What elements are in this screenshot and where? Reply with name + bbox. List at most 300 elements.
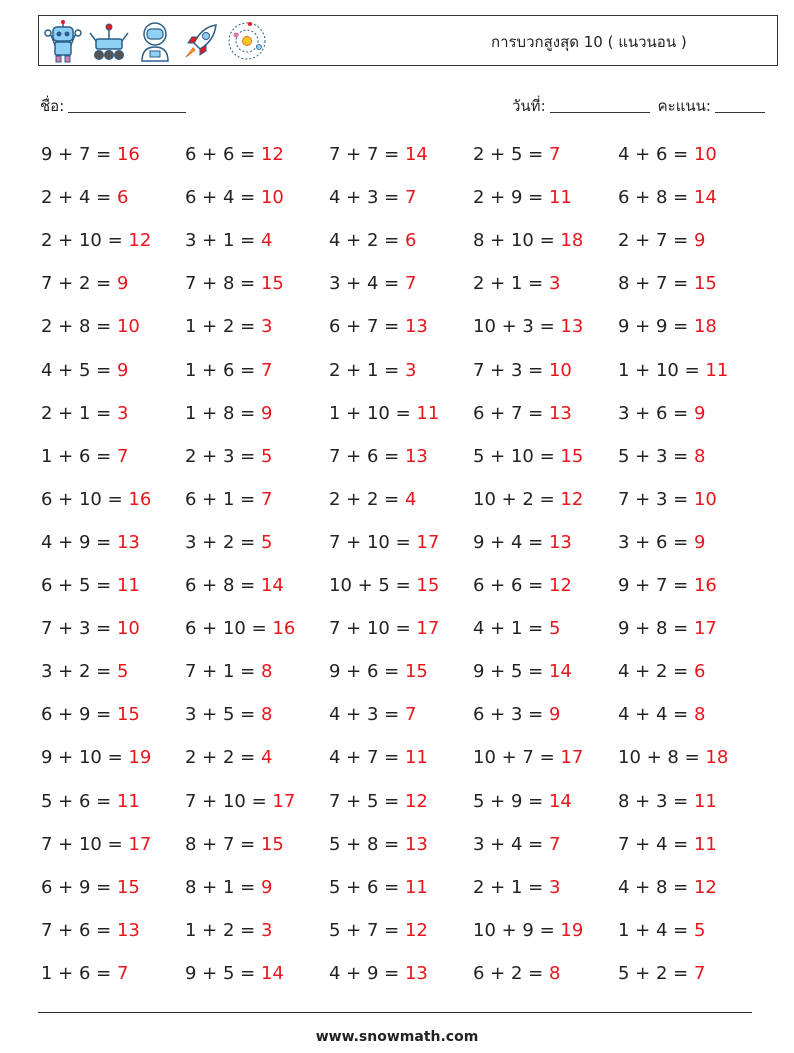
- problem-answer: 7: [116, 445, 129, 467]
- problem-cell: [329, 615, 439, 643]
- problem-answer: 13: [404, 833, 428, 855]
- problem-expression: 6 + 4 =: [185, 187, 261, 209]
- problem-cell: [185, 744, 272, 772]
- problem-answer: 11: [416, 402, 440, 424]
- problem-cell: [618, 529, 705, 557]
- problem-cell: [185, 141, 284, 169]
- problem-answer: 6: [693, 661, 706, 683]
- problem-answer: 9: [693, 531, 706, 553]
- problem-expression: 1 + 8 =: [185, 402, 261, 424]
- problem-cell: [41, 270, 128, 298]
- problem-expression: 5 + 2 =: [618, 962, 694, 984]
- problem-answer: 4: [260, 230, 273, 252]
- problem-expression: 4 + 9 =: [329, 962, 405, 984]
- problem-answer: 3: [548, 273, 561, 295]
- problem-answer: 19: [560, 919, 584, 941]
- problem-expression: 7 + 4 =: [618, 833, 694, 855]
- problem-answer: 5: [260, 445, 273, 467]
- problem-answer: 7: [548, 144, 561, 165]
- problem-cell: [473, 960, 560, 988]
- problem-answer: 12: [560, 488, 584, 510]
- problem-cell: [185, 572, 284, 600]
- problem-expression: 4 + 9 =: [41, 531, 117, 553]
- problem-answer: 11: [693, 790, 717, 812]
- problem-answer: 10: [116, 316, 140, 338]
- solar-system-icon: [226, 19, 268, 63]
- problem-expression: 2 + 7 =: [618, 230, 694, 252]
- problem-expression: 7 + 8 =: [185, 273, 261, 295]
- problem-answer: 17: [128, 833, 152, 855]
- problem-expression: 5 + 6 =: [329, 876, 405, 898]
- problem-cell: [329, 486, 416, 514]
- problem-cell: [185, 400, 272, 428]
- problem-answer: 12: [693, 876, 717, 898]
- rocket-icon: [180, 19, 222, 63]
- problem-expression: 3 + 6 =: [618, 531, 694, 553]
- problem-cell: [473, 400, 572, 428]
- problem-cell: [618, 917, 705, 945]
- problem-expression: 5 + 7 =: [329, 919, 405, 941]
- problem-answer: 12: [260, 144, 284, 165]
- problem-cell: [618, 874, 717, 902]
- problem-answer: 12: [404, 790, 428, 812]
- problem-answer: 9: [260, 876, 273, 898]
- problem-cell: [473, 486, 583, 514]
- problem-cell: [185, 313, 272, 341]
- problem-expression: 4 + 3 =: [329, 704, 405, 726]
- problem-expression: 3 + 4 =: [329, 273, 405, 295]
- problem-answer: 6: [404, 230, 417, 252]
- problem-expression: 5 + 9 =: [473, 790, 549, 812]
- problem-expression: 9 + 6 =: [329, 661, 405, 683]
- problem-cell: [618, 960, 705, 988]
- problem-cell: [329, 141, 428, 169]
- problem-cell: [185, 615, 295, 643]
- problem-answer: 7: [693, 962, 706, 984]
- problem-expression: 4 + 2 =: [329, 230, 405, 252]
- problem-expression: 8 + 3 =: [618, 790, 694, 812]
- problem-answer: 9: [693, 230, 706, 252]
- problem-answer: 14: [260, 962, 284, 984]
- problem-answer: 18: [705, 747, 729, 769]
- problem-expression: 3 + 1 =: [185, 230, 261, 252]
- problem-expression: 7 + 7 =: [329, 144, 405, 165]
- problem-answer: 17: [416, 618, 440, 640]
- problem-answer: 9: [693, 402, 706, 424]
- problem-expression: 4 + 2 =: [618, 661, 694, 683]
- problem-cell: [185, 227, 272, 255]
- problem-cell: [473, 788, 572, 816]
- problem-cell: [473, 917, 583, 945]
- problem-answer: 4: [260, 747, 273, 769]
- problem-answer: 12: [128, 230, 152, 252]
- problem-expression: 8 + 7 =: [185, 833, 261, 855]
- problem-expression: 4 + 7 =: [329, 747, 405, 769]
- problem-answer: 7: [116, 962, 129, 984]
- problem-expression: 1 + 6 =: [41, 445, 117, 467]
- problem-answer: 7: [404, 187, 417, 209]
- problem-cell: [185, 917, 272, 945]
- problem-answer: 9: [548, 704, 561, 726]
- problem-expression: 6 + 10 =: [41, 488, 129, 510]
- problem-cell: [329, 874, 428, 902]
- problem-answer: 19: [128, 747, 152, 769]
- problem-answer: 17: [272, 790, 296, 812]
- problem-cell: [41, 184, 128, 212]
- problem-cell: [473, 529, 572, 557]
- problem-expression: 8 + 7 =: [618, 273, 694, 295]
- problem-answer: 15: [560, 445, 584, 467]
- problem-answer: 11: [116, 790, 140, 812]
- problem-expression: 4 + 4 =: [618, 704, 694, 726]
- problem-answer: 18: [693, 316, 717, 338]
- problem-cell: [473, 270, 560, 298]
- problem-cell: [41, 917, 140, 945]
- problem-cell: [473, 141, 560, 169]
- problem-cell: [473, 572, 572, 600]
- problem-answer: 15: [693, 273, 717, 295]
- problem-answer: 6: [116, 187, 129, 209]
- problem-answer: 10: [260, 187, 284, 209]
- problem-expression: 6 + 6 =: [473, 575, 549, 596]
- problem-answer: 15: [116, 704, 140, 726]
- problem-answer: 13: [404, 445, 428, 467]
- name-label: ชื่อ:: [40, 97, 65, 115]
- problem-expression: 6 + 8 =: [618, 187, 694, 209]
- problem-cell: [185, 831, 284, 859]
- problem-answer: 8: [260, 661, 273, 683]
- problem-expression: 6 + 6 =: [185, 144, 261, 165]
- problem-expression: 7 + 3 =: [473, 359, 549, 381]
- problem-answer: 16: [116, 144, 140, 165]
- problem-cell: [618, 788, 717, 816]
- problem-cell: [329, 960, 428, 988]
- problem-answer: 11: [404, 876, 428, 898]
- problem-expression: 1 + 2 =: [185, 919, 261, 941]
- problem-expression: 6 + 9 =: [41, 876, 117, 898]
- problem-expression: 9 + 4 =: [473, 531, 549, 553]
- problem-cell: [473, 184, 572, 212]
- problem-expression: 1 + 10 =: [329, 402, 417, 424]
- problem-answer: 11: [116, 575, 140, 596]
- problem-cell: [185, 184, 284, 212]
- problem-cell: [329, 917, 428, 945]
- problem-cell: [473, 313, 583, 341]
- problem-cell: [473, 227, 583, 255]
- problem-cell: [618, 184, 717, 212]
- problem-answer: 5: [116, 661, 129, 683]
- problem-cell: [329, 227, 416, 255]
- problem-expression: 3 + 5 =: [185, 704, 261, 726]
- problem-answer: 11: [548, 187, 572, 209]
- problem-cell: [329, 357, 416, 385]
- problem-expression: 4 + 5 =: [41, 359, 117, 381]
- problem-expression: 2 + 1 =: [41, 402, 117, 424]
- problem-cell: [618, 831, 717, 859]
- problem-cell: [473, 744, 583, 772]
- problem-answer: 8: [693, 704, 706, 726]
- robot-icon: [42, 19, 84, 63]
- problem-cell: [473, 443, 583, 471]
- problem-cell: [41, 744, 151, 772]
- problem-answer: 10: [116, 618, 140, 640]
- problem-cell: [618, 744, 728, 772]
- problem-answer: 15: [260, 833, 284, 855]
- problem-cell: [473, 615, 560, 643]
- problem-cell: [185, 486, 272, 514]
- problem-cell: [185, 357, 272, 385]
- problem-answer: 3: [404, 359, 417, 381]
- problem-expression: 3 + 2 =: [185, 531, 261, 553]
- problem-expression: 8 + 1 =: [185, 876, 261, 898]
- problem-cell: [41, 788, 140, 816]
- problem-answer: 3: [260, 316, 273, 338]
- problem-answer: 13: [116, 919, 140, 941]
- icon-strip: [42, 19, 268, 63]
- problem-expression: 6 + 7 =: [329, 316, 405, 338]
- problem-answer: 17: [416, 531, 440, 553]
- problem-answer: 15: [404, 661, 428, 683]
- problem-expression: 9 + 7 =: [41, 144, 117, 165]
- problem-answer: 17: [693, 618, 717, 640]
- problem-cell: [41, 960, 128, 988]
- problem-expression: 5 + 6 =: [41, 790, 117, 812]
- problem-cell: [41, 572, 140, 600]
- problem-expression: 2 + 4 =: [41, 187, 117, 209]
- problem-expression: 1 + 4 =: [618, 919, 694, 941]
- problem-cell: [329, 788, 428, 816]
- problem-expression: 1 + 2 =: [185, 316, 261, 338]
- problem-answer: 10: [548, 359, 572, 381]
- problem-expression: 3 + 4 =: [473, 833, 549, 855]
- problem-answer: 5: [548, 618, 561, 640]
- problem-cell: [618, 313, 717, 341]
- problem-answer: 13: [116, 531, 140, 553]
- problem-cell: [41, 701, 140, 729]
- problem-expression: 6 + 9 =: [41, 704, 117, 726]
- problem-expression: 7 + 3 =: [41, 618, 117, 640]
- problem-expression: 7 + 10 =: [41, 833, 129, 855]
- problem-cell: [473, 658, 572, 686]
- problem-cell: [618, 658, 705, 686]
- problem-cell: [41, 227, 151, 255]
- problem-expression: 6 + 7 =: [473, 402, 549, 424]
- problem-expression: 7 + 10 =: [329, 618, 417, 640]
- problem-answer: 3: [260, 919, 273, 941]
- problem-cell: [329, 529, 439, 557]
- problem-answer: 14: [693, 187, 717, 209]
- problem-cell: [329, 270, 416, 298]
- problem-expression: 9 + 10 =: [41, 747, 129, 769]
- problem-expression: 10 + 7 =: [473, 747, 561, 769]
- problem-cell: [618, 701, 705, 729]
- problem-answer: 15: [416, 575, 440, 596]
- problem-expression: 7 + 1 =: [185, 661, 261, 683]
- problem-answer: 9: [260, 402, 273, 424]
- problem-answer: 13: [404, 316, 428, 338]
- problem-answer: 8: [693, 445, 706, 467]
- problem-expression: 1 + 10 =: [618, 359, 706, 381]
- problem-cell: [329, 572, 439, 600]
- problem-expression: 5 + 3 =: [618, 445, 694, 467]
- problem-cell: [185, 960, 284, 988]
- problem-cell: [41, 831, 151, 859]
- problem-expression: 9 + 9 =: [618, 316, 694, 338]
- problem-cell: [185, 788, 295, 816]
- problem-answer: 13: [548, 531, 572, 553]
- problem-answer: 13: [404, 962, 428, 984]
- problem-cell: [329, 184, 416, 212]
- problem-answer: 10: [693, 488, 717, 510]
- problem-expression: 4 + 1 =: [473, 618, 549, 640]
- problem-answer: 14: [404, 144, 428, 165]
- problem-expression: 2 + 3 =: [185, 445, 261, 467]
- problem-expression: 4 + 8 =: [618, 876, 694, 898]
- name-field: [40, 94, 186, 118]
- problem-answer: 15: [260, 273, 284, 295]
- problem-cell: [618, 443, 705, 471]
- problem-expression: 6 + 8 =: [185, 575, 261, 596]
- problem-cell: [618, 400, 705, 428]
- problem-cell: [329, 400, 439, 428]
- problem-cell: [41, 400, 128, 428]
- problem-expression: 7 + 10 =: [329, 531, 417, 553]
- problem-answer: 16: [272, 618, 296, 640]
- problem-expression: 2 + 1 =: [473, 273, 549, 295]
- problem-cell: [41, 874, 140, 902]
- problem-cell: [618, 357, 728, 385]
- problem-expression: 3 + 6 =: [618, 402, 694, 424]
- problem-expression: 2 + 2 =: [185, 747, 261, 769]
- problem-expression: 9 + 5 =: [185, 962, 261, 984]
- problem-answer: 7: [260, 359, 273, 381]
- problem-expression: 7 + 2 =: [41, 273, 117, 295]
- problem-cell: [41, 658, 128, 686]
- problem-answer: 14: [260, 575, 284, 596]
- footer-website: www.snowmath.com: [315, 1029, 479, 1045]
- problem-answer: 11: [693, 833, 717, 855]
- problem-answer: 4: [404, 488, 417, 510]
- problem-cell: [329, 443, 428, 471]
- date-label: วันที่:: [512, 97, 546, 115]
- problem-answer: 3: [548, 876, 561, 898]
- problem-expression: 4 + 3 =: [329, 187, 405, 209]
- problem-expression: 10 + 9 =: [473, 919, 561, 941]
- problem-cell: [41, 313, 140, 341]
- problem-cell: [185, 529, 272, 557]
- problem-answer: 8: [260, 704, 273, 726]
- problem-expression: 4 + 6 =: [618, 144, 694, 165]
- problem-expression: 2 + 1 =: [329, 359, 405, 381]
- problem-expression: 10 + 5 =: [329, 575, 417, 596]
- problem-cell: [41, 141, 140, 169]
- problem-expression: 10 + 8 =: [618, 747, 706, 769]
- problem-answer: 5: [260, 531, 273, 553]
- problem-answer: 16: [128, 488, 152, 510]
- problem-answer: 7: [404, 704, 417, 726]
- problem-expression: 5 + 8 =: [329, 833, 405, 855]
- problem-expression: 8 + 10 =: [473, 230, 561, 252]
- problem-expression: 7 + 3 =: [618, 488, 694, 510]
- problem-answer: 7: [404, 273, 417, 295]
- problem-expression: 10 + 3 =: [473, 316, 561, 338]
- problem-expression: 7 + 6 =: [41, 919, 117, 941]
- problem-expression: 9 + 7 =: [618, 575, 694, 596]
- problem-cell: [618, 270, 717, 298]
- problem-expression: 6 + 3 =: [473, 704, 549, 726]
- problem-answer: 13: [560, 316, 584, 338]
- problem-expression: 3 + 2 =: [41, 661, 117, 683]
- problem-cell: [329, 658, 428, 686]
- problem-answer: 14: [548, 790, 572, 812]
- problem-cell: [329, 744, 428, 772]
- worksheet-title: การบวกสูงสุด 10 ( แนวนอน ): [491, 33, 687, 51]
- problem-cell: [185, 443, 272, 471]
- problem-expression: 9 + 5 =: [473, 661, 549, 683]
- problem-cell: [41, 615, 140, 643]
- problem-answer: 8: [548, 962, 561, 984]
- problem-answer: 9: [116, 273, 129, 295]
- problem-cell: [185, 658, 272, 686]
- problem-cell: [41, 357, 128, 385]
- problem-expression: 1 + 6 =: [41, 962, 117, 984]
- problem-cell: [473, 874, 560, 902]
- problem-expression: 2 + 9 =: [473, 187, 549, 209]
- problem-expression: 2 + 10 =: [41, 230, 129, 252]
- header-box: [38, 15, 778, 66]
- footer-divider: [38, 1012, 752, 1013]
- problem-cell: [618, 227, 705, 255]
- problem-expression: 2 + 1 =: [473, 876, 549, 898]
- problem-cell: [473, 701, 560, 729]
- problem-cell: [618, 615, 717, 643]
- problem-cell: [618, 486, 717, 514]
- problem-cell: [329, 701, 416, 729]
- problem-answer: 14: [548, 661, 572, 683]
- problem-answer: 11: [705, 359, 729, 381]
- problem-cell: [473, 831, 560, 859]
- problem-answer: 11: [404, 747, 428, 769]
- problem-expression: 2 + 5 =: [473, 144, 549, 165]
- problem-answer: 9: [116, 359, 129, 381]
- problem-expression: 7 + 5 =: [329, 790, 405, 812]
- problem-answer: 12: [548, 575, 572, 596]
- problem-answer: 16: [693, 575, 717, 596]
- problem-expression: 1 + 6 =: [185, 359, 261, 381]
- problem-expression: 7 + 6 =: [329, 445, 405, 467]
- date-score-fields: [512, 94, 765, 118]
- problem-answer: 7: [548, 833, 561, 855]
- problem-answer: 18: [560, 230, 584, 252]
- problem-answer: 5: [693, 919, 706, 941]
- problem-expression: 6 + 10 =: [185, 618, 273, 640]
- score-label: คะแนน:: [657, 97, 711, 115]
- problem-answer: 7: [260, 488, 273, 510]
- problem-answer: 10: [693, 144, 717, 165]
- problem-cell: [618, 572, 717, 600]
- problem-cell: [41, 486, 151, 514]
- problem-expression: 2 + 8 =: [41, 316, 117, 338]
- problem-expression: 6 + 1 =: [185, 488, 261, 510]
- problem-expression: 7 + 10 =: [185, 790, 273, 812]
- problem-cell: [185, 701, 272, 729]
- problem-expression: 2 + 2 =: [329, 488, 405, 510]
- problem-cell: [185, 874, 272, 902]
- problem-expression: 6 + 5 =: [41, 575, 117, 596]
- problem-answer: 12: [404, 919, 428, 941]
- problem-answer: 13: [548, 402, 572, 424]
- problem-expression: 6 + 2 =: [473, 962, 549, 984]
